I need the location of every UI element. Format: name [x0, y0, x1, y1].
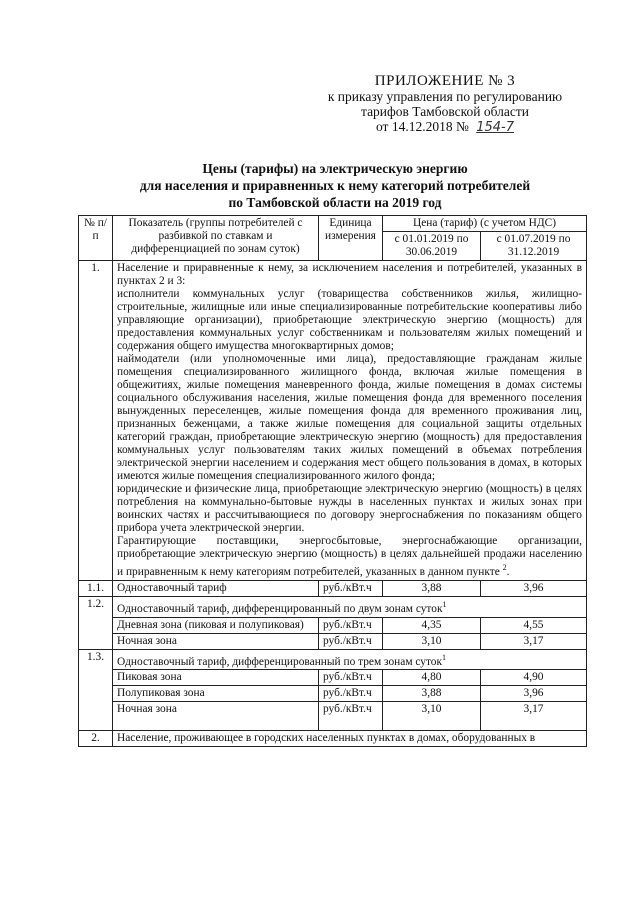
row-unit: руб./кВт.ч: [319, 617, 383, 633]
row-group-label-text: Одноставочный тариф, дифференцированный по трем зонам суток: [117, 655, 443, 668]
appendix-line-3: [300, 119, 590, 135]
header-price: Цена (тариф) (с учетом НДС): [383, 216, 587, 232]
appendix-line-1: к приказу управления по регулированию: [327, 89, 563, 104]
section-1-description: [113, 261, 587, 581]
row-unit: руб./кВт.ч: [319, 702, 383, 731]
row-unit: руб./кВт.ч: [319, 580, 383, 596]
row-num: 1.1.: [79, 580, 113, 596]
row-price-1: 3,10: [383, 702, 481, 731]
section-1-paragraph: Гарантирующие поставщики, энергосбытовые, энергоснабжающие организации, приобретающие электрическую энергию (мощность) в целях дальнейшей продажи населению и приравненным к нему категориям потребителей, указанных в данном пункте $^2$.: [117, 535, 583, 578]
row-label: Ночная зона: [113, 633, 319, 649]
footnote-mark: 1: [442, 652, 447, 662]
appendix-line-2: тарифов Тамбовской области: [361, 104, 529, 119]
row-num: 1.2.: [79, 596, 113, 649]
row-price-1: 4,35: [383, 617, 481, 633]
header-num: № п/п: [79, 216, 113, 261]
section-1-row: [79, 261, 587, 581]
section-2-num: 2.: [79, 731, 113, 747]
footnote-mark: 2: [502, 563, 507, 572]
header-period-1: с 01.01.2019 по 30.06.2019: [383, 232, 481, 261]
row-unit: руб./кВт.ч: [319, 686, 383, 702]
document-title: [110, 160, 560, 211]
section-2-row: [79, 731, 587, 747]
order-date: от 14.12.2018 №: [375, 119, 469, 134]
row-price-2: 3,17: [481, 702, 587, 731]
row-price-1: 4,80: [383, 670, 481, 686]
row-price-2: 3,96: [481, 686, 587, 702]
section-1-paragraph: наймодатели (или уполномоченные ими лица), предоставляющие гражданам жилые помещения специализированного жилищного фонда, включая жилые помещения в общежитиях, жилые помещения маневренного фонда, жилые помещения в домах системы социального обслуживания населения, жилые помещения фонда для временного поселения вынужденных переселенцев, жилые помещения фонда для временного проживания лиц, признанных беженцами, а также жилые помещения для социальной защиты отдельных категорий граждан, приобретающие электрическую энергию (мощность) для предоставления коммунальных услуг пользователям таких жилых помещений в объемах потребления электрической энергии населением и содержания мест общего пользования в домах, в которых имеются жилые помещения специализированного жилого фонда;: [117, 353, 583, 482]
table-row: [79, 686, 587, 702]
row-price-2: 4,55: [481, 617, 587, 633]
row-price-2: 3,17: [481, 633, 587, 649]
section-2-text: Население, проживающее в городских населенных пунктах в домах, оборудованных в: [113, 731, 587, 747]
row-price-1: 3,88: [383, 580, 481, 596]
title-line-1: Цены (тарифы) на электрическую энергию: [202, 161, 468, 176]
section-1-paragraph: юридические и физические лица, приобретающие электрическую энергию (мощность) в целях потребления на коммунально-бытовые нужды в населенных пунктах и жилых зонах при воинских частях и рассчитывающиеся по договору энергоснабжения по показаниям общего прибора учета электрической энергии.: [117, 483, 583, 534]
row-unit: руб./кВт.ч: [319, 633, 383, 649]
table-row: [79, 702, 587, 731]
section-1-paragraph: Население и приравненные к нему, за исключением населения и потребителей, указанных в пунктах 2 и 3:: [117, 262, 583, 287]
row-group-label: [113, 596, 587, 617]
section-1-last-paragraph-text: Гарантирующие поставщики, энергосбытовые, энергоснабжающие организации, приобретающие электрическую энергию (мощность) в целях дальнейшей продажи населению и приравненным к нему категориям потребителей, указанных в данном пункте: [117, 535, 583, 578]
row-num: 1.3.: [79, 649, 113, 731]
table-row: [79, 633, 587, 649]
title-line-2: для населения и приравненных к нему категорий потребителей: [139, 178, 531, 193]
row-price-2: 3,96: [481, 580, 587, 596]
row-price-2: 4,90: [481, 670, 587, 686]
header-indicator: Показатель (группы потребителей с разбивкой по ставкам и дифференциацией по зонам суток): [113, 216, 319, 261]
table-row: [79, 649, 587, 670]
tariff-table: [78, 215, 587, 747]
appendix-header: [300, 74, 590, 135]
table-header-row: [79, 216, 587, 232]
header-unit: Единица измерения: [319, 216, 383, 261]
row-group-label-text: Одноставочный тариф, дифференцированный по двум зонам суток: [117, 602, 443, 615]
row-label: Ночная зона: [113, 702, 319, 731]
table-row: [79, 580, 587, 596]
footnote-mark: 1: [442, 599, 447, 609]
row-price-1: 3,10: [383, 633, 481, 649]
row-label: Пиковая зона: [113, 670, 319, 686]
section-1-num: 1.: [79, 261, 113, 581]
header-period-2: с 01.07.2019 по 31.12.2019: [481, 232, 587, 261]
row-label: Дневная зона (пиковая и полупиковая): [113, 617, 319, 633]
row-label: Полупиковая зона: [113, 686, 319, 702]
row-unit: руб./кВт.ч: [319, 670, 383, 686]
section-1-paragraph: исполнители коммунальных услуг (товарищества собственников жилья, жилищно-строительные, жилищные или иные специализированные потребительские кооперативы либо управляющие организации), приобретающие электрическую энергию (мощность) для предоставления коммунальных услуг собственникам и пользователям жилых помещений и содержания общего имущества многоквартирных домов;: [117, 288, 583, 352]
title-line-3: по Тамбовской области на 2019 год: [228, 195, 442, 210]
table-row: [79, 670, 587, 686]
row-group-label: [113, 649, 587, 670]
row-label: Одноставочный тариф: [113, 580, 319, 596]
handwritten-order-number: 154-7: [476, 120, 514, 135]
table-row: [79, 617, 587, 633]
row-price-1: 3,88: [383, 686, 481, 702]
appendix-title: ПРИЛОЖЕНИЕ № 3: [374, 73, 516, 89]
table-row: [79, 596, 587, 617]
